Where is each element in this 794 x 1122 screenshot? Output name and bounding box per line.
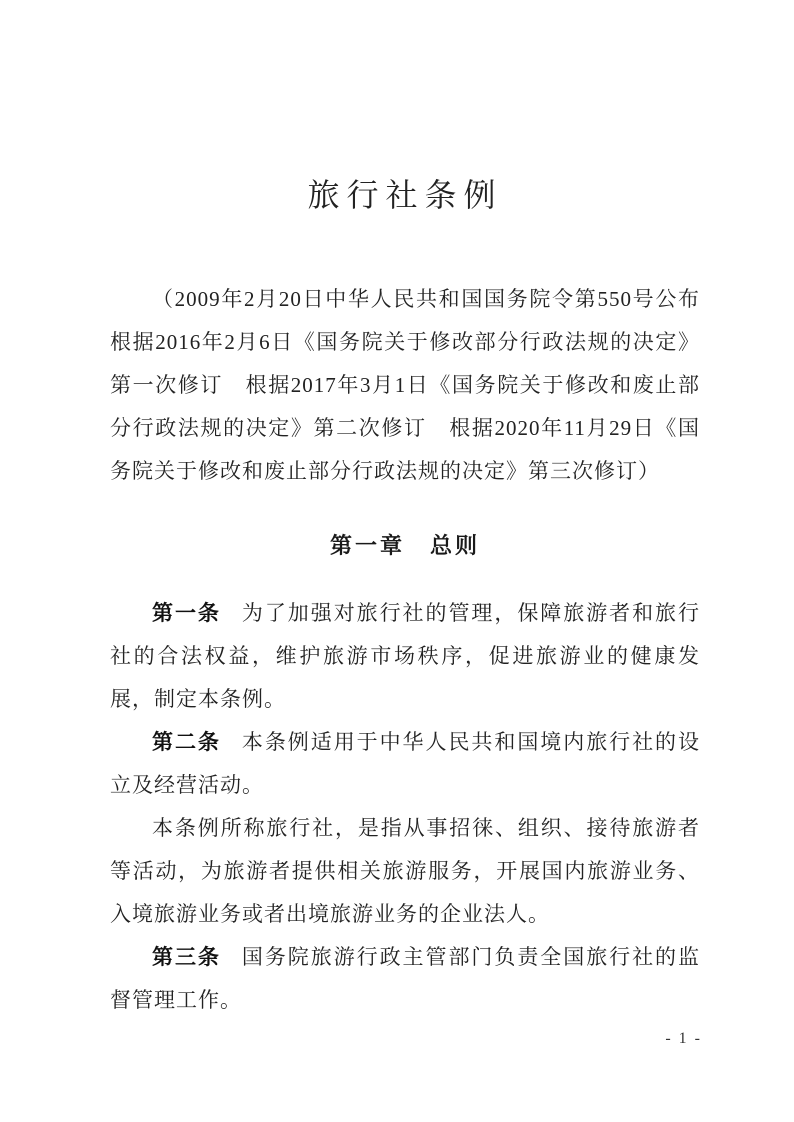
article-label-2: 第二条 xyxy=(152,730,221,754)
article-paragraph-1 xyxy=(110,592,700,721)
article-text-2-continuation: 本条例所称旅行社，是指从事招徕、组织、接待旅游者等活动，为旅游者提供相关旅游服务，开展国内旅游业务、入境旅游业务或者出境旅游业务的企业法人。 xyxy=(110,816,700,926)
preamble-paragraph: （2009年2月20日中华人民共和国国务院令第550号公布 根据2016年2月6日《国务院关于修改部分行政法规的决定》第一次修订 根据2017年3月1日《国务院关于修改和废止部分行政法规的决定》第二次修订 根据2020年11月29日《国务院关于修改和废止部分行政法规的决定》第三次修订） xyxy=(110,287,722,483)
article-text-1: 为了加强对旅行社的管理，保障旅游者和旅行社的合法权益，维护旅游市场秩序，促进旅游业的健康发展，制定本条例。 xyxy=(110,601,701,711)
article-text-3: 国务院旅游行政主管部门负责全国旅行社的监督管理工作。 xyxy=(110,945,701,1012)
page-number: - 1 - xyxy=(665,1030,702,1047)
article-paragraph-3 xyxy=(110,936,700,1022)
article-label-3: 第三条 xyxy=(152,945,221,969)
chapter-heading: 第一章 总则 xyxy=(329,533,480,558)
document-title: 旅行社条例 xyxy=(307,177,503,213)
article-text-2: 本条例适用于中华人民共和国境内旅行社的设立及经营活动。 xyxy=(110,730,701,797)
article-label-1: 第一条 xyxy=(152,601,221,625)
article-paragraph-2 xyxy=(110,721,700,807)
article-paragraph-2-continuation xyxy=(110,807,700,936)
